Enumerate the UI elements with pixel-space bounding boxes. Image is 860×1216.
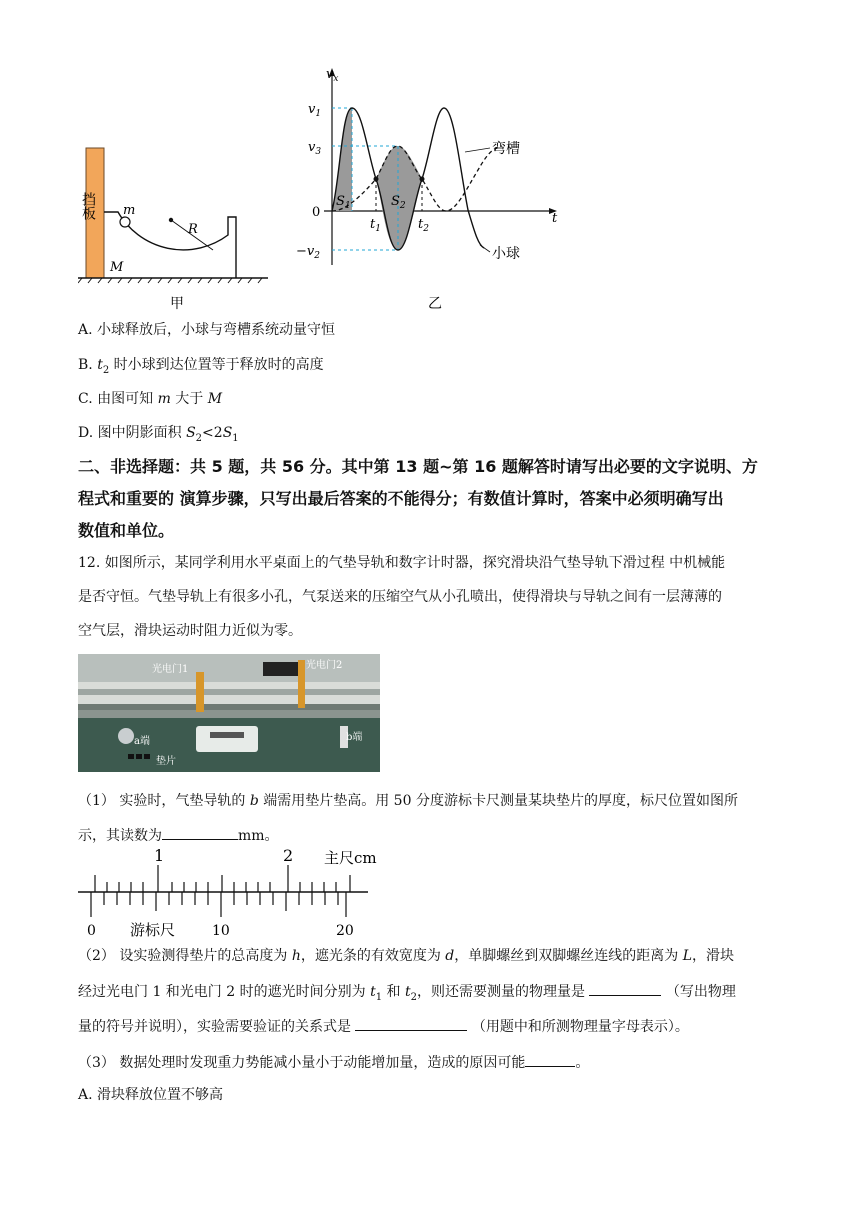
end-a-label: a端	[134, 736, 150, 747]
vernier-label-20: 20	[336, 923, 354, 939]
q12-sub3: （3） 数据处理时发现重力势能减小量小于动能增加量，造成的原因可能 。	[78, 1052, 589, 1073]
vernier-label-0: 0	[87, 923, 96, 939]
q12-sub1-line2: 示，其读数为 mm。	[78, 825, 279, 846]
q12-option-a: A. 滑块释放位置不够高	[78, 1087, 224, 1103]
q12-line2: 是否守恒。气垫导轨上有很多小孔，气泵送来的压缩空气从小孔喷出，使得滑块与导轨之间有一层薄薄的	[78, 589, 722, 605]
t2-label: $t_2$	[418, 217, 429, 234]
end-b-label: b端	[346, 732, 363, 743]
q12-line1: 12. 如图所示，某同学利用水平桌面上的气垫导轨和数字计时器，探究滑块沿气垫导轨下滑过程 中机械能	[78, 555, 726, 571]
neg-v2-label: $-v_2$	[296, 244, 320, 261]
gate1-label: 光电门1	[152, 664, 189, 675]
section2-line3: 数值和单位。	[78, 521, 175, 540]
intersection-t2	[420, 177, 425, 182]
mass-m-label: m	[123, 203, 136, 218]
section2-line1: 二、非选择题：共 5 题，共 56 分。其中第 13 题~第 16 题解答时请写出必要的文字说明、方	[78, 457, 758, 476]
origin-label: 0	[312, 205, 321, 220]
vernier-scale-ticks	[91, 892, 346, 917]
q12-sub2-line2: 经过光电门 1 和光电门 2 时的遮光时间分别为 $t_1$ 和 $t_2$，则还需要测量的物理量是 （写出物理	[78, 981, 736, 1008]
main-label-1: 1	[154, 846, 165, 865]
option-c: C. 由图可知 m 大于 M	[78, 391, 223, 407]
main-scale-ticks	[95, 865, 350, 892]
groove-label: 弯槽	[492, 141, 520, 157]
gate2-label: 光电门2	[306, 660, 343, 671]
ball-label: 小球	[492, 246, 520, 262]
vernier-label-10: 10	[212, 923, 230, 939]
answer-blank-3[interactable]	[355, 1016, 467, 1031]
q12-sub2-line3: 量的符号并说明），实验需要验证的关系式是 （用题中和所测物理量字母表示）。	[78, 1016, 689, 1037]
intersection-t1	[374, 177, 379, 182]
pad-label: 垫片	[156, 756, 176, 767]
vernier-scale-label: 游标尺	[130, 921, 176, 939]
s2-label: $S_2$	[391, 194, 406, 211]
baffle-label: 挡板	[80, 192, 96, 220]
air-track-photo	[78, 654, 380, 772]
section2-line2: 程式和重要的 演算步骤，只写出最后答案的不能得分；有数值计算时，答案中必须明确写出	[78, 489, 724, 508]
y-axis-label: $v_x$	[326, 67, 339, 84]
radius-label: R	[188, 222, 198, 237]
v1-label: $v_1$	[308, 102, 322, 119]
answer-blank-1[interactable]	[162, 825, 238, 840]
v3-label: $v_3$	[308, 140, 322, 157]
caption-jia: 甲	[170, 296, 184, 312]
s1-label: $S_1$	[336, 194, 351, 211]
mass-M-label: M	[110, 260, 124, 275]
main-label-2: 2	[283, 846, 294, 865]
option-b: B. $t_2$ 时小球到达位置等于释放时的高度	[78, 357, 324, 376]
option-d: D. 图中阴影面积 $S_2<2S_1$	[78, 425, 239, 444]
ball	[120, 217, 130, 227]
t1-label: $t_1$	[370, 217, 381, 234]
x-axis-label: t	[552, 211, 558, 226]
caption-yi: 乙	[428, 296, 442, 312]
vernier-caliper	[78, 845, 388, 940]
answer-blank-4[interactable]	[525, 1052, 575, 1067]
answer-blank-2[interactable]	[589, 981, 661, 996]
q12-sub2-line1: （2） 设实验测得垫片的总高度为 h，遮光条的有效宽度为 d，单脚螺丝到双脚螺丝连线的距离为 L，滑块	[78, 948, 735, 964]
figure-yi	[290, 60, 580, 315]
ground-hatching	[78, 278, 262, 283]
figure-jia	[78, 140, 278, 315]
main-scale-label: 主尺cm	[324, 849, 377, 867]
q12-sub1-line1: （1） 实验时，气垫导轨的 b 端需用垫片垫高。用 50 分度游标卡尺测量某块垫片的厚度，标尺位置如图所	[78, 793, 738, 809]
option-a: A. 小球释放后，小球与弯槽系统动量守恒	[78, 322, 336, 338]
q12-line3: 空气层，滑块运动时阻力近似为零。	[78, 623, 302, 639]
